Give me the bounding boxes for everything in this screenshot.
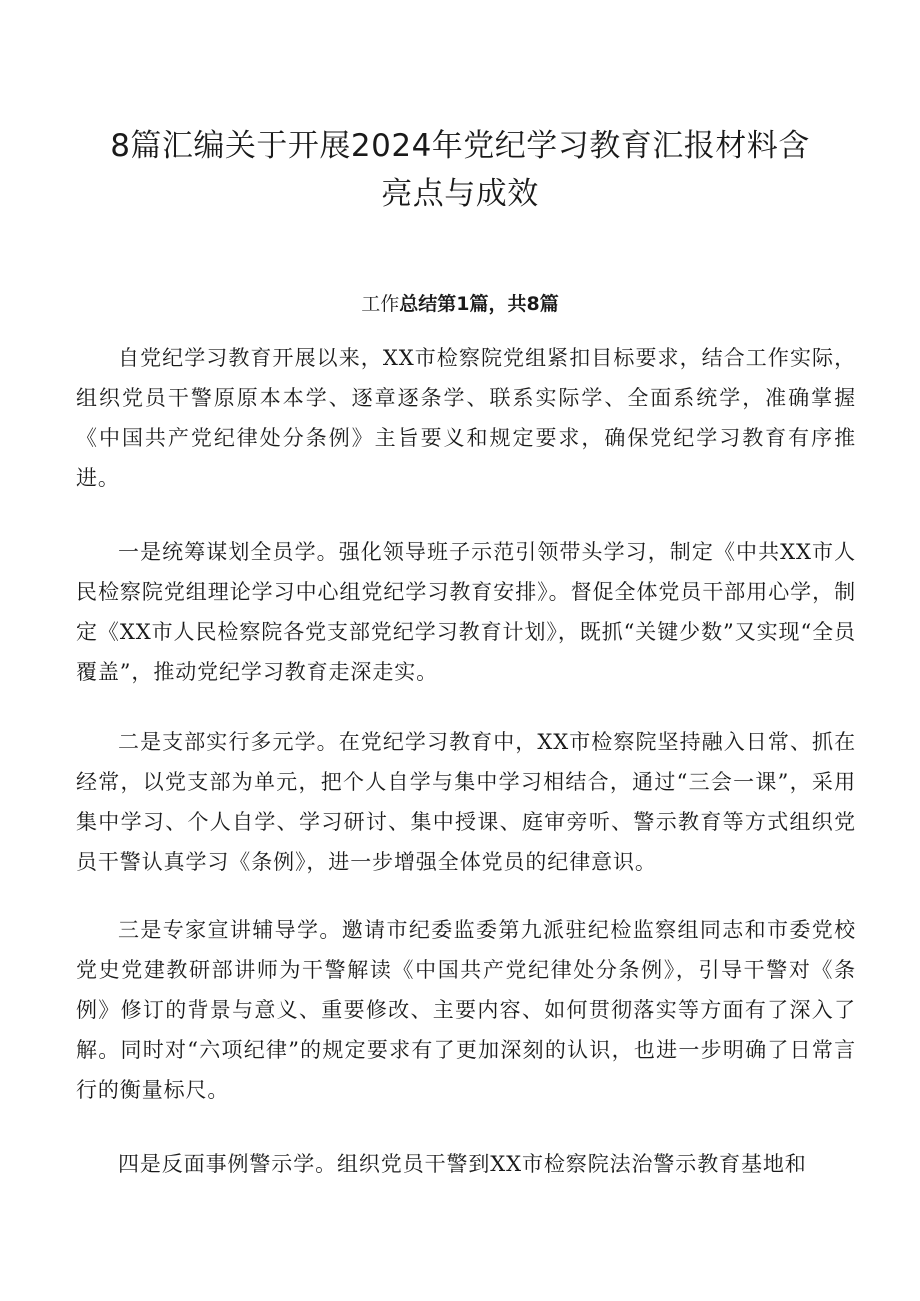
subtitle-prefix: 工作: [361, 293, 400, 315]
paragraph-point-4: 四是反面事例警示学。组织党员干警到XX市检察院法治警示教育基地和: [118, 1152, 807, 1176]
paragraph-point-3: 三是专家宣讲辅导学。邀请市纪委监委第九派驻纪检监察组同志和市委党校党史党建教研部讲师为干警解读《中国共产党纪律处分条例》，引导干警对《条例》修订的背景与意义、重要修改、主要内容、如何贯彻落实等方面有了深入了解。同时对“六项纪律”的规定要求有了更加深刻的认识，也进一步明确了日常言行的衡量标尺。: [76, 918, 856, 1102]
title-line-1: 8篇汇编关于开展2024年党纪学习教育汇报材料含: [110, 128, 810, 164]
paragraph-intro: 自党纪学习教育开展以来，XX市检察院党组紧扣目标要求，结合工作实际，组织党员干警原原本本学、逐章逐条学、联系实际学、全面系统学，准确掌握《中国共产党纪律处分条例》主旨要义和规定要求，确保党纪学习教育有序推进。: [76, 346, 856, 490]
document-title: [0, 122, 920, 218]
subtitle-bold: 总结第1篇，共8篇: [399, 293, 559, 315]
title-line-2: 亮点与成效: [381, 176, 539, 212]
paragraph-point-2: 二是支部实行多元学。在党纪学习教育中，XX市检察院坚持融入日常、抓在经常，以党支部为单元，把个人自学与集中学习相结合，通过“三会一课”，采用集中学习、个人自学、学习研讨、集中授课、庭审旁听、警示教育等方式组织党员干警认真学习《条例》，进一步增强全体党员的纪律意识。: [76, 730, 856, 874]
section-subtitle: [0, 288, 920, 320]
paragraph-point-1: 一是统筹谋划全员学。强化领导班子示范引领带头学习，制定《中共XX市人民检察院党组理论学习中心组党纪学习教育安排》。督促全体党员干部用心学，制定《XX市人民检察院各党支部党纪学习教育计划》，既抓“关键少数”又实现“全员覆盖”，推动党纪学习教育走深走实。: [76, 540, 856, 684]
